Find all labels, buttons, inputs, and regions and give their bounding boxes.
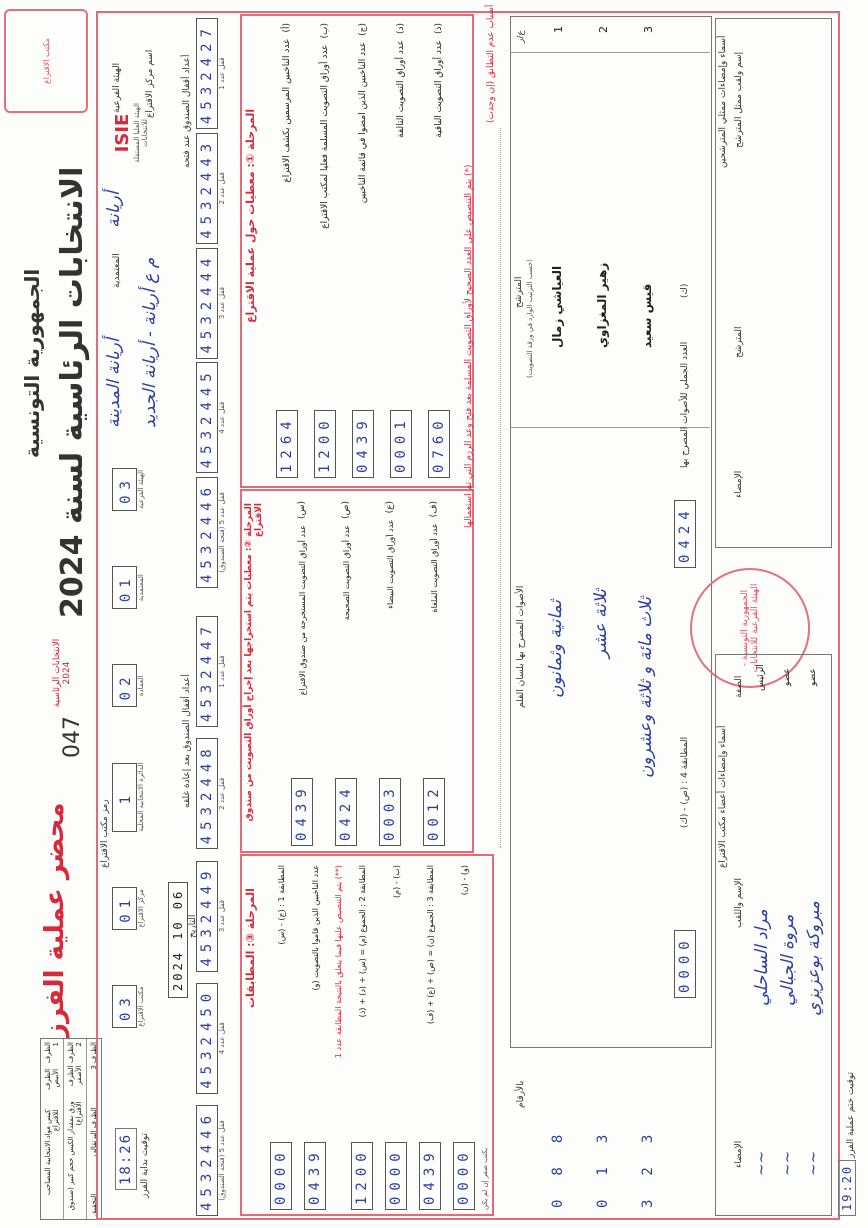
discrepancy-title: أسباب عدم التطابق (إن وجدت)	[486, 4, 496, 123]
observers-table	[715, 18, 832, 548]
total-label: العدد الجملي للأصوات المصرح بها	[680, 341, 690, 468]
legend-row: الظرف 2 الظرف الأصفر ورق بمقدار الكيس حجم كبير (صندوق الاقتراع)	[64, 1039, 87, 1219]
seal-opening-1: 4532427 قفل عدد 1	[196, 18, 226, 129]
stage2-row: (ف) عدد أوراق التصويت الملغاة 0012	[412, 501, 456, 846]
seals-after-label: أعداد أقفال الصندوق بعد إعادة غلقه	[182, 674, 192, 808]
total-value: 0424	[674, 500, 696, 568]
center-value: م ع أريانة - أريانة الجديد	[140, 257, 160, 428]
stage1-title: المرحلة ①: معطيات حول عملية الاقتراع	[244, 108, 257, 323]
stage1-rows	[268, 23, 458, 478]
stage3-row: المطابقة 2 : الجموع (م) = (س) + (د) + (ذ) 1200	[345, 865, 379, 1210]
official-stamp: الجمهورية التونسية - الهيئة الفرعية للانتخابات	[690, 568, 810, 688]
stage2-row: (ص) عدد أوراق التصويت الصحيحة 0424	[324, 501, 368, 846]
code-delegation: 01 المعتمدية	[112, 566, 167, 609]
code-center: 01 مركز الاقتراع	[112, 887, 167, 930]
discrepancy-line	[500, 128, 501, 848]
stage3-title: المرحلة ③: المطابقات	[244, 888, 257, 1008]
republic-title: الجمهورية التونسية	[20, 268, 44, 458]
delegation-label: المعتمدية	[112, 253, 122, 288]
seal-after-3: 4532449 قفل عدد 3	[196, 861, 226, 972]
end-time-value: 19:20	[838, 1160, 856, 1216]
signature-mark: ~~	[804, 1150, 822, 1176]
start-time-label: توقيت بداية الفرز	[140, 1133, 150, 1198]
office-code-label: رمز مكتب الاقتراع	[100, 799, 110, 868]
code-subcommittee: 03 الهيئة الفرعية	[112, 468, 167, 511]
office-code-row	[112, 468, 167, 1028]
signature-mark: ~~	[778, 1150, 796, 1176]
date-label: التاريخ	[188, 914, 198, 938]
result-row-3: 3 قيس سعيد ثلاث مائة و ثلاثة وعشرون 323	[636, 26, 656, 1208]
observers-col-name: إسم ولقب ممثل المترشح	[734, 51, 744, 148]
col-digits: بالأرقام	[516, 1080, 526, 1108]
member-row-3: عضو مبروكة بوعزيزي ~~	[804, 668, 824, 1176]
col-order: ع/ر	[516, 30, 526, 43]
top-corner-stamp: مكتب الاقتراع	[4, 9, 88, 113]
center-label: اسم مركز الاقتراع	[145, 49, 155, 118]
stage2-row: (ع) عدد أوراق التصويت البيضاء 0003	[368, 501, 412, 846]
seals-opening-row	[196, 18, 226, 588]
stage3-row: المطابقة 3 : الجموع (ن) = (ص) + (ع) + (ف) 0439	[413, 865, 447, 1210]
code-district: 1 الدائرة الانتخابية المحلية	[112, 763, 167, 832]
col-candidate: المترشح	[514, 276, 524, 308]
stage2-rows	[280, 501, 456, 846]
stage3-row: (و) - (ن) 0000	[447, 865, 481, 1210]
members-title: أسماء وإمضاءات أعضاء مكتب الاقتراع	[718, 725, 728, 868]
isie-org: الهيئة العليا المستقلة للانتخابات	[133, 103, 149, 163]
seals-opening-label: أعداد أقفال الصندوق عند فتحه	[182, 54, 192, 168]
observers-col-candidate: المترشح	[734, 326, 744, 358]
members-col-signature: الإمضاء	[734, 1140, 744, 1168]
member-row-1: الرئيس مراد الساحلي ~~	[752, 664, 772, 1176]
members-col-role: الصفة	[734, 675, 744, 698]
signature-mark: ~~	[752, 1150, 770, 1176]
code-sector: 02 العمادة	[112, 664, 167, 707]
seal-opening-3: 4532444 قفل عدد 3	[196, 248, 226, 359]
stage3-row: عدد الناخبين الذين قاموا بالتصويت (و) 0439	[298, 865, 332, 1210]
stage2-row: (س) عدد أوراق التصويت المستخرجة من صندوق الاقتراع 0439	[280, 501, 324, 846]
stage3-row: المطابقة 1 : (ج) - (س) 0000	[264, 865, 298, 1210]
col-candidate-note: (حسب الترتيب الوارد في ورقة التصويت)	[526, 259, 534, 378]
stage3-row: (ب) - (م) 0000	[379, 865, 413, 1210]
stage3-note: (**) يتم التنصيص عليها فيما يتعلق بالنتيجة المطابقة عدد 1	[334, 865, 343, 1059]
code-office: 03 مكتب الاقتراع	[112, 985, 167, 1028]
election-logo: الانتخابات الرئاسية 2024	[52, 638, 72, 708]
check4-label: المطابقة 4 : (ص) - (ك)	[680, 736, 690, 828]
stage2-title: المرحلة ②: معطيات يتم استخراجها بعد إخراج أوراق التصويت من صندوق الاقتراع	[244, 503, 264, 822]
seal-after-4: 4532450 قفل عدد 4	[196, 983, 226, 1094]
stage1-row: (ب) عدد أوراق التصويت المسلمة فعليا لمكتب الاقتراع 1200	[306, 23, 344, 478]
result-row-1: 1 العياشي زمال ثمانية وثمانون 088	[546, 26, 566, 1208]
observers-col-signature: الإمضاء	[734, 470, 744, 498]
zero-note: يكتب صفر إن لم يكن	[481, 1147, 489, 1210]
seal-opening-4: 4532445 قفل عدد 4	[196, 362, 226, 473]
seal-opening-5: 4532446 قفل عدد 5 (فتحة الصندوق)	[196, 477, 226, 588]
page-code: 047	[60, 716, 85, 758]
check4-value: 0000	[674, 930, 696, 998]
seal-after-5: 4532446 قفل عدد 5 (فتحة الصندوق)	[196, 1105, 226, 1216]
legend-box	[40, 1038, 102, 1220]
stage1-row: (ذ) عدد أوراق التصويت الباقية 0760	[420, 23, 458, 478]
seal-opening-2: 4532443 قفل عدد 2	[196, 133, 226, 244]
date-box: 2024 10 06	[168, 882, 188, 998]
stage3-rows	[264, 865, 489, 1210]
member-row-2: عضو مروة الجبالي ~~	[778, 668, 798, 1176]
election-title: الانتخابات الرئاسية لسنة 2024	[55, 166, 90, 618]
members-col-name: الإسم واللقب	[734, 878, 744, 928]
stage1-row: (ج) عدد الناخبين الذين امضوا في قائمة الناخبين 0439	[344, 23, 382, 478]
subcommittee-value: أريانة	[104, 191, 124, 228]
legend-row: الظرف 3 الظرف البرتقالي التحقيق	[90, 1042, 98, 1216]
asterisk-note: (*) يتم التنصيص على العدد الصحيح لأوراق التصويت المسلمة بعد فتح وعد الرزم التي تم استعمالها	[464, 164, 474, 528]
stage1-row: (د) عدد أوراق التصويت التالفة 0001	[382, 23, 420, 478]
isie-latin: ISIE	[112, 113, 133, 153]
seal-after-2: 4532448 قفل عدد 2	[196, 738, 226, 849]
delegation-value: أريانة المدينة	[104, 338, 124, 428]
total-key: (ك)	[680, 283, 690, 298]
stage1-row: (أ) عدد الناخبين المرسمين بكشف الاقتراع 1264	[268, 23, 306, 478]
seals-after-row	[196, 616, 226, 1216]
legend-row: الظرف 1 الظرف الأبيض كيس مواد الانتخابية المصاحب للاقتراع	[41, 1039, 64, 1219]
observers-title: أسماء وإمضاءات ممثلي المترشحين	[718, 35, 728, 168]
form-title: محضر عملية الفرز	[40, 802, 70, 1038]
result-row-2: 2 زهير المغزاوي ثلاثة عشر 013	[591, 26, 611, 1208]
start-time-value: 18:26	[115, 1128, 137, 1190]
col-words: الأصوات المصرح بها بلسان القلم	[516, 585, 526, 708]
seal-after-1: 4532447 قفل عدد 1	[196, 616, 226, 727]
subcommittee-label: الهيئة الفرعية	[112, 62, 122, 113]
end-time-label: توقيت ختم عملية الفرز	[846, 1071, 856, 1158]
